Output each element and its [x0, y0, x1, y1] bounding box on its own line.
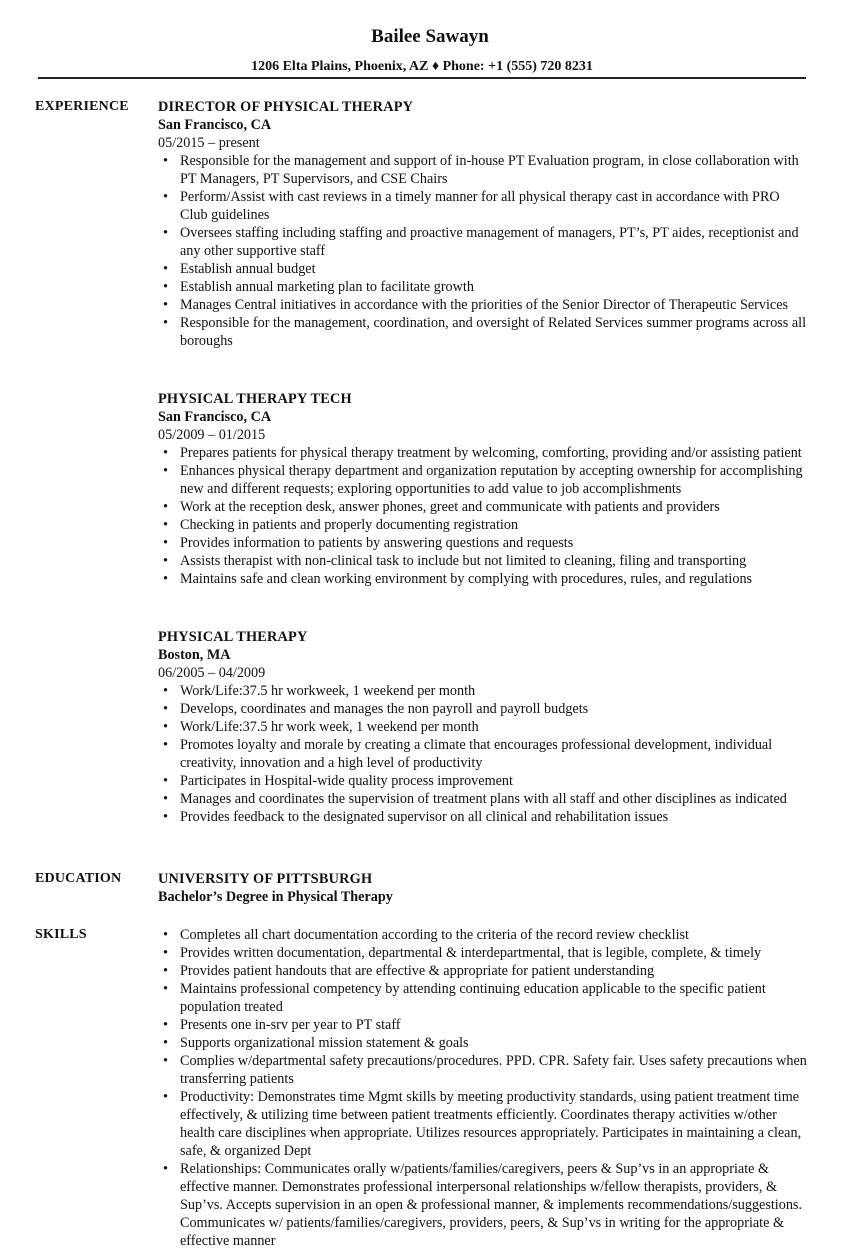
list-item: • Enhances physical therapy department and organization reputation by accepting ownership for accomplishing new and different requests; exploring opportunities to add value to job accomplishments	[158, 462, 808, 498]
list-item: • Maintains professional competency by attending continuing education applicable to the specific patient population treated	[158, 980, 808, 1016]
list-item: • Presents one in-srv per year to PT staff	[158, 1016, 808, 1034]
header-divider	[38, 77, 806, 79]
list-item: • Productivity: Demonstrates time Mgmt skills by meeting productivity standards, using patient treatment time effectively, & utilizing time between patient treatments efficiently. Coordinates therapy activities w/other health care disciplines when appropriate. Utilizes resources appropriately. Participates in maintaining a clean, safe, & organized Dept	[158, 1088, 808, 1160]
skills-list	[158, 926, 808, 1250]
list-item: • Complies w/departmental safety precautions/procedures. PPD. CPR. Safety fair. Uses safety precautions when transferring patients	[158, 1052, 808, 1088]
candidate-name: Bailee Sawayn	[371, 26, 489, 47]
section-label-skills: SKILLS	[35, 927, 87, 942]
list-item: • Develops, coordinates and manages the non payroll and payroll budgets	[158, 700, 808, 718]
job-entry-director	[158, 98, 808, 350]
list-item: • Establish annual budget	[158, 260, 808, 278]
job-dates: 05/2009 – 01/2015	[158, 427, 266, 443]
list-item: • Responsible for the management, coordination, and oversight of Related Services summer programs across all boroughs	[158, 314, 808, 350]
list-item: • Establish annual marketing plan to facilitate growth	[158, 278, 808, 296]
education-entry	[158, 870, 808, 906]
list-item: • Participates in Hospital-wide quality process improvement	[158, 772, 808, 790]
skills-entry	[158, 926, 808, 1250]
job-dates: 06/2005 – 04/2009	[158, 665, 266, 681]
job-location: San Francisco, CA	[158, 409, 272, 425]
list-item: • Checking in patients and properly documenting registration	[158, 516, 808, 534]
job-title: DIRECTOR OF PHYSICAL THERAPY	[158, 99, 414, 115]
job-dates: 05/2015 – present	[158, 135, 260, 151]
list-item: • Promotes loyalty and morale by creating a climate that encourages professional development, individual creativity, innovation and a high level of productivity	[158, 736, 808, 772]
job-entry-physical-therapy	[158, 628, 808, 826]
contact-line: 1206 Elta Plains, Phoenix, AZ ♦ Phone: +1 (555) 720 8231	[251, 59, 593, 74]
list-item: • Provides patient handouts that are effective & appropriate for patient understanding	[158, 962, 808, 980]
list-item: • Manages Central initiatives in accordance with the priorities of the Senior Director of Therapeutic Services	[158, 296, 808, 314]
section-label-education: EDUCATION	[35, 871, 122, 886]
list-item: • Provides written documentation, departmental & interdepartmental, that is legible, complete, & timely	[158, 944, 808, 962]
list-item: • Provides feedback to the designated supervisor on all clinical and rehabilitation issues	[158, 808, 808, 826]
school-name: UNIVERSITY OF PITTSBURGH	[158, 871, 373, 887]
list-item: • Perform/Assist with cast reviews in a timely manner for all physical therapy cast in accordance with PRO Club guidelines	[158, 188, 808, 224]
list-item: • Supports organizational mission statement & goals	[158, 1034, 808, 1052]
list-item: • Work/Life:37.5 hr work week, 1 weekend per month	[158, 718, 808, 736]
job-bullet-list	[158, 152, 808, 350]
list-item: • Responsible for the management and support of in-house PT Evaluation program, in close collaboration with PT Managers, PT Supervisors, and CSE Chairs	[158, 152, 808, 188]
list-item: • Work/Life:37.5 hr workweek, 1 weekend per month	[158, 682, 808, 700]
list-item: • Assists therapist with non-clinical task to include but not limited to cleaning, filing and transporting	[158, 552, 808, 570]
job-bullet-list	[158, 682, 808, 826]
section-label-experience: EXPERIENCE	[35, 99, 129, 114]
list-item: • Completes all chart documentation according to the criteria of the record review checklist	[158, 926, 808, 944]
list-item: • Relationships: Communicates orally w/patients/families/caregivers, peers & Sup’vs in an appropriate & effective manner. Demonstrates professional interpersonal relationships w/fellow therapists, providers, & Sup’vs. Accepts supervision in an open & professional manner, & implements recommendations/suggestions. Communicates w/ patients/families/caregivers, providers, peers, & Sup’vs in writing for the appropriate & effective manner	[158, 1160, 808, 1250]
list-item: • Manages and coordinates the supervision of treatment plans with all staff and other disciplines as indicated	[158, 790, 808, 808]
job-entry-pt-tech	[158, 390, 808, 588]
job-location: San Francisco, CA	[158, 117, 272, 133]
job-title: PHYSICAL THERAPY TECH	[158, 391, 352, 407]
list-item: • Work at the reception desk, answer phones, greet and communicate with patients and providers	[158, 498, 808, 516]
degree: Bachelor’s Degree in Physical Therapy	[158, 889, 393, 905]
job-location: Boston, MA	[158, 647, 231, 663]
list-item: • Maintains safe and clean working environment by complying with procedures, rules, and regulations	[158, 570, 808, 588]
job-bullet-list	[158, 444, 808, 588]
list-item: • Provides information to patients by answering questions and requests	[158, 534, 808, 552]
list-item: • Prepares patients for physical therapy treatment by welcoming, comforting, providing and/or assisting patient	[158, 444, 808, 462]
list-item: • Oversees staffing including staffing and proactive management of managers, PT’s, PT aides, receptionist and any other supportive staff	[158, 224, 808, 260]
job-title: PHYSICAL THERAPY	[158, 629, 308, 645]
